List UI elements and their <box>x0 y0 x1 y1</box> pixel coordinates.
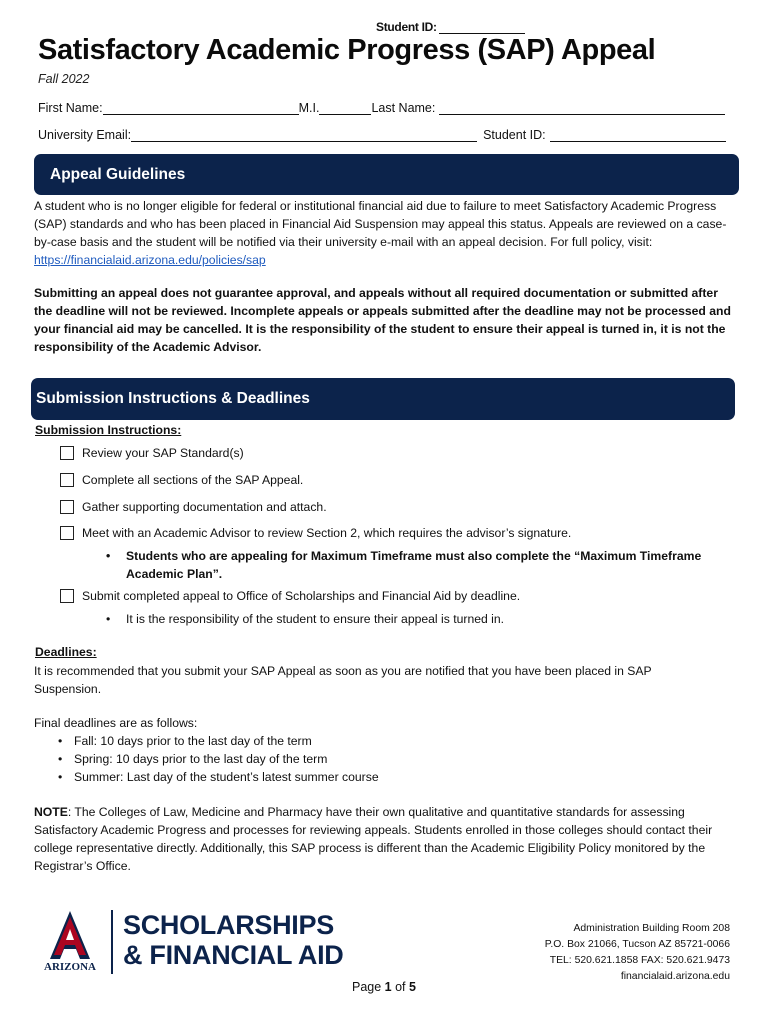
checklist-item-label: Review your SAP Standard(s) <box>82 446 244 460</box>
deadlines-label <box>35 645 97 659</box>
checkbox[interactable] <box>60 500 74 514</box>
page-prefix: Page <box>352 980 385 994</box>
checklist-item <box>60 500 327 514</box>
checklist-item-label: Complete all sections of the SAP Appeal. <box>82 473 304 487</box>
deadline-item-text: Fall: 10 days prior to the last day of the term <box>74 734 312 748</box>
mi-label: M.I. <box>298 101 320 115</box>
email-label: University Email: <box>38 128 132 142</box>
logo-line-2: & FINANCIAL AID <box>123 940 344 970</box>
checklist-item <box>60 589 520 603</box>
bullet-icon: • <box>58 752 63 766</box>
email-field[interactable] <box>131 128 477 142</box>
submit-sub-bullet-text: It is the responsibility of the student to ensure their appeal is turned in. <box>126 612 505 626</box>
phone-fax-line: TEL: 520.621.1858 FAX: 520.621.9473 <box>549 955 730 966</box>
bullet-icon: • <box>106 549 111 563</box>
address-line: Administration Building Room 208 <box>573 923 730 934</box>
appeal-warning-paragraph: Submitting an appeal does not guarantee approval, and appeals without all required documentation or submitted after the deadline will not be reviewed. Incomplete appeals or appeals submitted after the deadline may not be processed and your financial aid may be cancelled. It is the responsibility of the student to ensure their appeal is turned in, it is not the responsibility of the Academic Advisor. <box>34 286 731 354</box>
office-address <box>545 921 730 985</box>
logo-divider <box>111 910 113 974</box>
department-logo-text <box>123 910 344 970</box>
first-name-field[interactable] <box>103 101 299 115</box>
deadlines-paragraph: It is recommended that you submit your SAP Appeal as soon as you are notified that you have been placed in SAP Suspension. <box>34 664 652 696</box>
page-number <box>352 980 416 994</box>
checkbox[interactable] <box>60 446 74 460</box>
bullet-icon: • <box>58 734 63 748</box>
appeal-guidelines-paragraph <box>34 197 734 269</box>
page-total: 5 <box>409 980 416 994</box>
top-student-id-field[interactable] <box>439 21 525 34</box>
appeal-guidelines-banner <box>34 154 739 195</box>
submission-heading: Submission Instructions & Deadlines <box>36 390 310 407</box>
checklist-item <box>60 473 303 487</box>
deadline-item <box>58 768 379 786</box>
deadline-item <box>58 750 327 768</box>
page-mid: of <box>391 980 409 994</box>
top-student-id-label: Student ID: <box>376 20 437 34</box>
instructions-label-text: Submission Instructions: <box>35 423 182 437</box>
checklist-item-label: Submit completed appeal to Office of Scholarships and Financial Aid by deadline. <box>82 589 521 603</box>
policy-link[interactable]: https://financialaid.arizona.edu/policies/sap <box>34 253 266 267</box>
note-text: : The Colleges of Law, Medicine and Pharmacy have their own qualitative and quantitative standards for assessing Satisfactory Academic Progress and processes for reviewing appeals. Students enrolled in those colleges should contact their college representative directly. Additionally, this SAP process is different than the Academic Eligibility Policy monitored by the Registrar’s Office. <box>34 805 713 873</box>
appeal-guidelines-heading: Appeal Guidelines <box>50 165 186 183</box>
page-current: 1 <box>384 980 392 994</box>
bullet-icon: • <box>106 612 111 626</box>
name-row <box>38 101 725 115</box>
checkbox[interactable] <box>60 473 74 487</box>
checklist-item-label: Meet with an Academic Advisor to review Section 2, which requires the advisor’s signature. <box>82 526 572 540</box>
submit-sub-bullet <box>106 610 504 628</box>
appeal-guidelines-text: A student who is no longer eligible for federal or institutional financial aid due to failure to meet Satisfactory Academic Progress (SAP) standards and who has been placed in Financial Aid Suspension may appeal this status. Appeals are reviewed on a case-by-case basis and the student will be notified via their university e-mail with an appeal decision. For full policy, visit: <box>34 199 727 249</box>
deadlines-label-text: Deadlines: <box>35 645 97 659</box>
term-label: Fall 2022 <box>38 72 90 86</box>
checklist-item <box>60 526 571 540</box>
checklist-item <box>60 446 244 460</box>
advisor-sub-bullet-text: Students who are appealing for Maximum Timeframe must also complete the “Maximum Timeframe Academic Plan”. <box>126 549 702 581</box>
deadline-item <box>58 732 312 750</box>
logo-line-1: SCHOLARSHIPS <box>123 910 334 940</box>
checkbox[interactable] <box>60 526 74 540</box>
last-name-label: Last Name: <box>371 101 436 115</box>
note-paragraph <box>34 803 734 875</box>
first-name-label: First Name: <box>38 101 103 115</box>
student-id-field[interactable] <box>550 128 726 142</box>
submission-banner <box>31 378 735 420</box>
checklist-item-label: Gather supporting documentation and attach. <box>82 500 327 514</box>
last-name-field[interactable] <box>439 101 725 115</box>
final-deadlines-intro: Final deadlines are as follows: <box>34 716 198 730</box>
note-label: NOTE <box>34 805 68 819</box>
checkbox[interactable] <box>60 589 74 603</box>
student-id-label: Student ID: <box>483 128 546 142</box>
bullet-icon: • <box>58 770 63 784</box>
website-text: financialaid.arizona.edu <box>620 971 730 982</box>
deadline-item-text: Spring: 10 days prior to the last day of the term <box>74 752 328 766</box>
top-student-id <box>376 20 525 34</box>
arizona-wordmark: ARIZONA <box>44 961 96 973</box>
address-line: P.O. Box 21066, Tucson AZ 85721-0066 <box>544 939 730 950</box>
mi-field[interactable] <box>319 101 371 115</box>
page-title: Satisfactory Academic Progress (SAP) Appeal <box>38 34 656 66</box>
deadline-item-text: Summer: Last day of the student’s latest summer course <box>74 770 379 784</box>
email-row <box>38 128 726 142</box>
advisor-sub-bullet <box>106 547 726 583</box>
arizona-logo <box>38 907 102 977</box>
instructions-label <box>35 423 181 437</box>
